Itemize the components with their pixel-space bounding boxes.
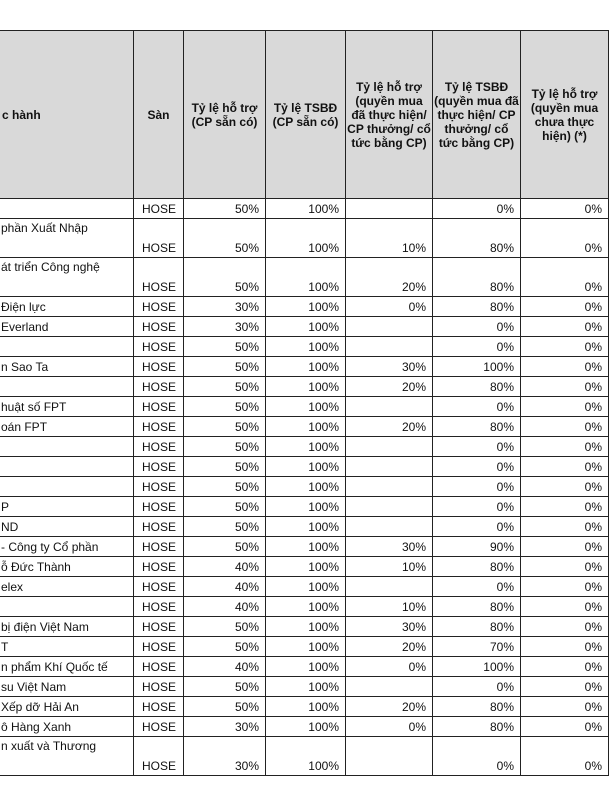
table-row — [0, 258, 609, 297]
cell-support-rights-pending: 0% — [521, 397, 609, 417]
cell-support-available: 30% — [184, 317, 266, 337]
cell-support-rights-pending: 0% — [521, 357, 609, 377]
cell-exchange: HOSE — [134, 199, 184, 219]
cell-support-rights-pending: 0% — [521, 677, 609, 697]
cell-support-rights-done: 20% — [346, 697, 433, 717]
table-row — [0, 397, 609, 417]
cell-support-rights-pending: 0% — [521, 457, 609, 477]
cell-support-rights-done — [346, 737, 433, 776]
cell-exchange: HOSE — [134, 637, 184, 657]
cell-tsbd-available: 100% — [266, 397, 346, 417]
cell-name: n phẩm Khí Quốc tế — [0, 657, 134, 677]
cell-support-rights-pending: 0% — [521, 697, 609, 717]
cell-exchange: HOSE — [134, 517, 184, 537]
cell-name: Xếp dỡ Hải An — [0, 697, 134, 717]
cell-support-rights-pending: 0% — [521, 297, 609, 317]
cell-tsbd-available: 100% — [266, 199, 346, 219]
cell-support-available: 50% — [184, 497, 266, 517]
cell-support-rights-pending: 0% — [521, 737, 609, 776]
cell-support-rights-done — [346, 437, 433, 457]
cell-support-rights-pending: 0% — [521, 258, 609, 297]
cell-support-available: 40% — [184, 577, 266, 597]
cell-support-rights-done: 0% — [346, 297, 433, 317]
cell-support-rights-done: 20% — [346, 637, 433, 657]
cell-support-available: 40% — [184, 597, 266, 617]
cell-name — [0, 457, 134, 477]
cell-support-rights-done — [346, 517, 433, 537]
cell-tsbd-rights-done: 100% — [433, 657, 521, 677]
cell-support-rights-done — [346, 677, 433, 697]
cell-tsbd-available: 100% — [266, 617, 346, 637]
cell-exchange: HOSE — [134, 657, 184, 677]
cell-tsbd-rights-done: 80% — [433, 557, 521, 577]
table-row — [0, 557, 609, 577]
cell-support-rights-pending: 0% — [521, 597, 609, 617]
table-row — [0, 417, 609, 437]
cell-tsbd-rights-done: 0% — [433, 577, 521, 597]
cell-support-rights-done — [346, 577, 433, 597]
header-tsbd-rights-done: Tỷ lệ TSBĐ (quyền mua đã thực hiện/ CP thưởng/ cổ tức bằng CP) — [433, 31, 521, 199]
cell-support-rights-pending: 0% — [521, 219, 609, 258]
cell-support-rights-done: 30% — [346, 357, 433, 377]
cell-support-rights-done — [346, 337, 433, 357]
cell-tsbd-available: 100% — [266, 457, 346, 477]
cell-tsbd-available: 100% — [266, 537, 346, 557]
cell-name: ỗ Đức Thành — [0, 557, 134, 577]
cell-support-rights-pending: 0% — [521, 477, 609, 497]
cell-tsbd-rights-done: 0% — [433, 517, 521, 537]
cell-support-rights-done: 10% — [346, 557, 433, 577]
cell-name: át triển Công nghệ — [0, 258, 134, 297]
cell-support-rights-done: 0% — [346, 657, 433, 677]
cell-support-rights-pending: 0% — [521, 637, 609, 657]
cell-support-available: 50% — [184, 477, 266, 497]
cell-tsbd-available: 100% — [266, 717, 346, 737]
cell-tsbd-rights-done: 80% — [433, 219, 521, 258]
table-row — [0, 437, 609, 457]
cell-exchange: HOSE — [134, 717, 184, 737]
table-row — [0, 677, 609, 697]
cell-tsbd-available: 100% — [266, 317, 346, 337]
cell-support-rights-pending: 0% — [521, 537, 609, 557]
header-exchange: Sàn — [134, 31, 184, 199]
table-row — [0, 737, 609, 776]
cell-exchange: HOSE — [134, 258, 184, 297]
table-row — [0, 517, 609, 537]
cell-support-available: 50% — [184, 258, 266, 297]
cell-name: n xuất và Thương — [0, 737, 134, 776]
cell-support-rights-done — [346, 477, 433, 497]
cell-exchange: HOSE — [134, 397, 184, 417]
table-row — [0, 537, 609, 557]
cell-tsbd-rights-done: 0% — [433, 457, 521, 477]
header-name: c hành — [0, 31, 134, 199]
table-row — [0, 477, 609, 497]
cell-support-rights-pending: 0% — [521, 337, 609, 357]
cell-name — [0, 377, 134, 397]
cell-tsbd-available: 100% — [266, 258, 346, 297]
cell-name — [0, 477, 134, 497]
cell-tsbd-rights-done: 80% — [433, 258, 521, 297]
cell-support-rights-done: 20% — [346, 258, 433, 297]
table-row — [0, 637, 609, 657]
cell-name: - Công ty Cổ phần — [0, 537, 134, 557]
table-row — [0, 597, 609, 617]
table-body — [0, 199, 609, 776]
cell-name: n Sao Ta — [0, 357, 134, 377]
cell-name: ND — [0, 517, 134, 537]
cell-exchange: HOSE — [134, 377, 184, 397]
cell-exchange: HOSE — [134, 597, 184, 617]
header-tsbd-available: Tỷ lệ TSBĐ (CP sẵn có) — [266, 31, 346, 199]
cell-support-rights-pending: 0% — [521, 617, 609, 637]
cell-tsbd-rights-done: 0% — [433, 199, 521, 219]
table-row — [0, 697, 609, 717]
cell-name: su Việt Nam — [0, 677, 134, 697]
cell-support-rights-done: 20% — [346, 377, 433, 397]
cell-exchange: HOSE — [134, 557, 184, 577]
cell-support-available: 30% — [184, 737, 266, 776]
cell-tsbd-rights-done: 70% — [433, 637, 521, 657]
cell-exchange: HOSE — [134, 357, 184, 377]
cell-tsbd-available: 100% — [266, 677, 346, 697]
cell-support-available: 50% — [184, 417, 266, 437]
cell-support-rights-pending: 0% — [521, 317, 609, 337]
cell-support-available: 50% — [184, 199, 266, 219]
cell-tsbd-available: 100% — [266, 517, 346, 537]
cell-support-available: 50% — [184, 397, 266, 417]
cell-tsbd-available: 100% — [266, 657, 346, 677]
cell-exchange: HOSE — [134, 437, 184, 457]
cell-tsbd-rights-done: 80% — [433, 377, 521, 397]
cell-tsbd-available: 100% — [266, 697, 346, 717]
cell-name: huật số FPT — [0, 397, 134, 417]
cell-exchange: HOSE — [134, 337, 184, 357]
table-row — [0, 377, 609, 397]
cell-support-rights-pending: 0% — [521, 417, 609, 437]
cell-support-available: 30% — [184, 297, 266, 317]
cell-support-rights-done: 20% — [346, 417, 433, 437]
cell-tsbd-rights-done: 0% — [433, 317, 521, 337]
table-header-row — [0, 31, 609, 199]
cell-support-rights-pending: 0% — [521, 377, 609, 397]
cell-support-available: 50% — [184, 517, 266, 537]
table-row — [0, 577, 609, 597]
cell-tsbd-rights-done: 100% — [433, 357, 521, 377]
cell-support-rights-done — [346, 199, 433, 219]
cell-tsbd-rights-done: 80% — [433, 297, 521, 317]
cell-name: P — [0, 497, 134, 517]
table-row — [0, 337, 609, 357]
cell-support-rights-pending: 0% — [521, 657, 609, 677]
cell-support-available: 50% — [184, 357, 266, 377]
cell-support-rights-done — [346, 317, 433, 337]
cell-support-rights-pending: 0% — [521, 199, 609, 219]
cell-tsbd-available: 100% — [266, 437, 346, 457]
cell-tsbd-available: 100% — [266, 637, 346, 657]
table-row — [0, 497, 609, 517]
cell-support-available: 50% — [184, 677, 266, 697]
cell-tsbd-available: 100% — [266, 377, 346, 397]
cell-support-rights-pending: 0% — [521, 437, 609, 457]
table-row — [0, 199, 609, 219]
cell-exchange: HOSE — [134, 737, 184, 776]
cell-tsbd-rights-done: 80% — [433, 617, 521, 637]
cell-name — [0, 199, 134, 219]
cell-support-available: 50% — [184, 537, 266, 557]
cell-name: Everland — [0, 317, 134, 337]
header-support-rights-done: Tỷ lệ hỗ trợ (quyền mua đã thực hiện/ CP thưởng/ cổ tức bằng CP) — [346, 31, 433, 199]
cell-tsbd-available: 100% — [266, 597, 346, 617]
cell-name: phần Xuất Nhập — [0, 219, 134, 258]
cell-support-rights-done — [346, 457, 433, 477]
cell-support-rights-done — [346, 397, 433, 417]
cell-support-available: 50% — [184, 337, 266, 357]
cell-support-rights-done — [346, 497, 433, 517]
cell-tsbd-available: 100% — [266, 477, 346, 497]
cell-tsbd-available: 100% — [266, 737, 346, 776]
cell-tsbd-rights-done: 80% — [433, 717, 521, 737]
cell-support-available: 30% — [184, 717, 266, 737]
cell-name: ô Hàng Xanh — [0, 717, 134, 737]
margin-ratio-table — [0, 30, 609, 776]
cell-tsbd-rights-done: 80% — [433, 597, 521, 617]
cell-exchange: HOSE — [134, 317, 184, 337]
table-row — [0, 317, 609, 337]
cell-exchange: HOSE — [134, 497, 184, 517]
cell-support-available: 50% — [184, 617, 266, 637]
cell-support-rights-pending: 0% — [521, 577, 609, 597]
cell-name — [0, 337, 134, 357]
cell-tsbd-rights-done: 0% — [433, 437, 521, 457]
cell-name: Điện lực — [0, 297, 134, 317]
cell-support-rights-pending: 0% — [521, 557, 609, 577]
cell-support-rights-pending: 0% — [521, 717, 609, 737]
cell-support-rights-done: 30% — [346, 537, 433, 557]
cell-tsbd-available: 100% — [266, 577, 346, 597]
cell-tsbd-available: 100% — [266, 417, 346, 437]
cell-exchange: HOSE — [134, 457, 184, 477]
cell-support-available: 50% — [184, 457, 266, 477]
cell-tsbd-rights-done: 0% — [433, 397, 521, 417]
cell-support-available: 40% — [184, 657, 266, 677]
cell-tsbd-available: 100% — [266, 297, 346, 317]
cell-name: bị điện Việt Nam — [0, 617, 134, 637]
table-row — [0, 357, 609, 377]
cell-support-rights-done: 10% — [346, 219, 433, 258]
cell-support-available: 50% — [184, 637, 266, 657]
cell-support-available: 50% — [184, 697, 266, 717]
cell-name: oán FPT — [0, 417, 134, 437]
cell-support-available: 50% — [184, 219, 266, 258]
cell-exchange: HOSE — [134, 697, 184, 717]
cell-exchange: HOSE — [134, 537, 184, 557]
cell-tsbd-available: 100% — [266, 357, 346, 377]
table-row — [0, 297, 609, 317]
cell-name: T — [0, 637, 134, 657]
header-support-available: Tỷ lệ hỗ trợ (CP sẵn có) — [184, 31, 266, 199]
cell-tsbd-rights-done: 80% — [433, 697, 521, 717]
cell-exchange: HOSE — [134, 417, 184, 437]
cell-exchange: HOSE — [134, 477, 184, 497]
table-row — [0, 717, 609, 737]
cell-support-available: 40% — [184, 557, 266, 577]
cell-tsbd-available: 100% — [266, 337, 346, 357]
table-row — [0, 457, 609, 477]
cell-tsbd-rights-done: 0% — [433, 497, 521, 517]
cell-exchange: HOSE — [134, 219, 184, 258]
table-row — [0, 219, 609, 258]
cell-support-available: 50% — [184, 437, 266, 457]
cell-support-rights-done: 30% — [346, 617, 433, 637]
cell-exchange: HOSE — [134, 297, 184, 317]
cell-support-rights-done: 10% — [346, 597, 433, 617]
cell-name — [0, 597, 134, 617]
cell-name — [0, 437, 134, 457]
cell-support-rights-pending: 0% — [521, 517, 609, 537]
cell-tsbd-available: 100% — [266, 219, 346, 258]
cell-exchange: HOSE — [134, 677, 184, 697]
cell-tsbd-available: 100% — [266, 497, 346, 517]
cell-tsbd-rights-done: 0% — [433, 477, 521, 497]
cell-support-rights-done: 0% — [346, 717, 433, 737]
header-support-rights-pending: Tỷ lệ hỗ trợ (quyền mua chưa thực hiện) (*) — [521, 31, 609, 199]
cell-exchange: HOSE — [134, 617, 184, 637]
cell-tsbd-rights-done: 0% — [433, 337, 521, 357]
cell-tsbd-rights-done: 0% — [433, 737, 521, 776]
cell-tsbd-rights-done: 0% — [433, 677, 521, 697]
cell-tsbd-available: 100% — [266, 557, 346, 577]
table-row — [0, 657, 609, 677]
cell-exchange: HOSE — [134, 577, 184, 597]
cell-tsbd-rights-done: 90% — [433, 537, 521, 557]
cell-support-available: 50% — [184, 377, 266, 397]
table-row — [0, 617, 609, 637]
cell-tsbd-rights-done: 80% — [433, 417, 521, 437]
cell-support-rights-pending: 0% — [521, 497, 609, 517]
cell-name: elex — [0, 577, 134, 597]
